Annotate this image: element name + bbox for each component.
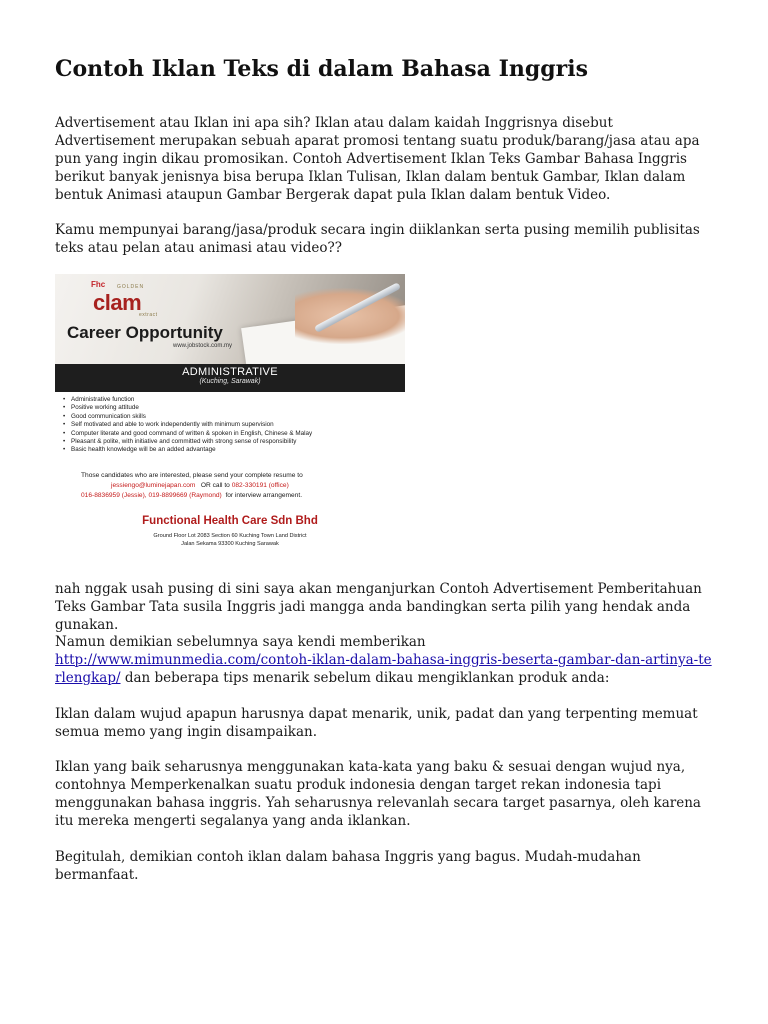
paragraph-tip-1: Iklan dalam wujud apapun harusnya dapat menarik, unik, padat dan yang terpenting memuat semua memo yang ingin disampaikan. [55, 706, 698, 740]
contact-email-line [111, 481, 289, 491]
link-after-text: dan beberapa tips menarik sebelum dikau mengiklankan produk anda: [120, 670, 610, 686]
ad-requirements-list [63, 396, 312, 455]
requirement-item: • Positive working attitude [63, 404, 312, 412]
paragraph-closing: Begitulah, demikian contoh iklan dalam bahasa Inggris yang bagus. Mudah-mudahan bermanfaat. [55, 849, 641, 883]
contact-office-phone: 082-330191 (office) [231, 482, 289, 489]
ad-hero-photo [55, 274, 405, 364]
logo-golden: GOLDEN [117, 284, 145, 290]
paragraph-question: Kamu mempunyai barang/jasa/produk secara ingin diiklankan serta pusing memilih publisitas teks atau pelan atau animasi atau video?? [55, 222, 700, 256]
ad-location: (Kuching, Sarawak) [199, 378, 261, 385]
ad-position: ADMINISTRATIVE [182, 366, 278, 378]
clam-logo [91, 278, 161, 322]
paragraph-intro: Advertisement atau Iklan ini apa sih? Iklan atau dalam kaidah Inggrisnya disebut Advertisement merupakan sebuah aparat promosi tentang suatu produk/barang/jasa atau apa pun yang ingin dikau promosikan. Contoh Advertisement Iklan Teks Gambar Bahasa Inggris berikut banyak jenisnya bisa berupa Iklan Tulisan, Iklan dalam bentuk Gambar, Iklan dalam bentuk Animasi ataupun Gambar Bergerak dapat pula Iklan dalam bentuk Video. [55, 115, 700, 203]
logo-clam: clam [93, 290, 142, 315]
address-line: Jalan Sekama 93300 Kuching Sarawak [181, 541, 279, 547]
requirement-item: • Computer literate and good command of written & spoken in English, Chinese & Malay [63, 430, 312, 438]
paragraph-tip-2: Iklan yang baik seharusnya menggunakan kata-kata yang baku & sesuai dengan wujud nya, contohnya Memperkenalkan suatu produk indonesia dengan target rekan indonesia tapi menggunakan bahasa inggris. Yah seharusnya relevanlah secara target pasarnya, oleh karena itu mereka mengerti segalanya yang anda iklankan. [55, 759, 701, 829]
requirement-item: • Good communication skills [63, 413, 312, 421]
contact-call-text: OR call to [200, 482, 230, 489]
requirement-item: • Basic health knowledge will be an added advantage [63, 446, 312, 454]
requirement-item: • Pleasant & polite, with initiative and committed with strong sense of responsibility [63, 438, 312, 446]
ad-heading: Career Opportunity [67, 323, 223, 342]
requirement-item: • Self motivated and able to work independently with minimum supervision [63, 421, 312, 429]
ad-company-name: Functional Health Care Sdn Bhd [142, 515, 318, 527]
requirement-item: • Administrative function [63, 396, 312, 404]
ad-position-band [55, 364, 405, 392]
ad-url: www.jobstock.com.my [173, 343, 233, 349]
page-title: Contoh Iklan Teks di dalam Bahasa Inggris [55, 56, 588, 82]
contact-email: jessiengo@luminejapan.com [111, 482, 196, 489]
logo-extract: extract [139, 312, 158, 318]
link-intro-text: Namun demikian sebelumnya saya kendi memberikan [55, 634, 426, 650]
contact-phones-line [81, 491, 302, 501]
article-link[interactable]: http://www.mimunmedia.com/contoh-iklan-dalam-bahasa-inggris-beserta-gambar-dan-artinya-terlengkap/ [55, 652, 712, 686]
paragraph-link [55, 633, 715, 687]
ad-image [55, 274, 405, 558]
hand-graphic [295, 288, 405, 344]
contact-arrangement: for interview arrangement. [225, 492, 303, 499]
ad-address [55, 532, 405, 548]
address-line: Ground Floor Lot 2083 Section 60 Kuching Town Land District [153, 533, 307, 539]
contact-phones: 016-8836959 (Jessie), 019-8899669 (Raymond) [81, 492, 222, 499]
paragraph-suggestion: nah nggak usah pusing di sini saya akan menganjurkan Contoh Advertisement Pemberitahuan Teks Gambar Tata susila Inggris jadi mangga anda bandingkan serta pilih yang hendak anda gunakan. [55, 581, 702, 633]
contact-intro: Those candidates who are interested, please send your complete resume to [81, 472, 303, 479]
logo-fhc: Fhc [91, 280, 106, 289]
